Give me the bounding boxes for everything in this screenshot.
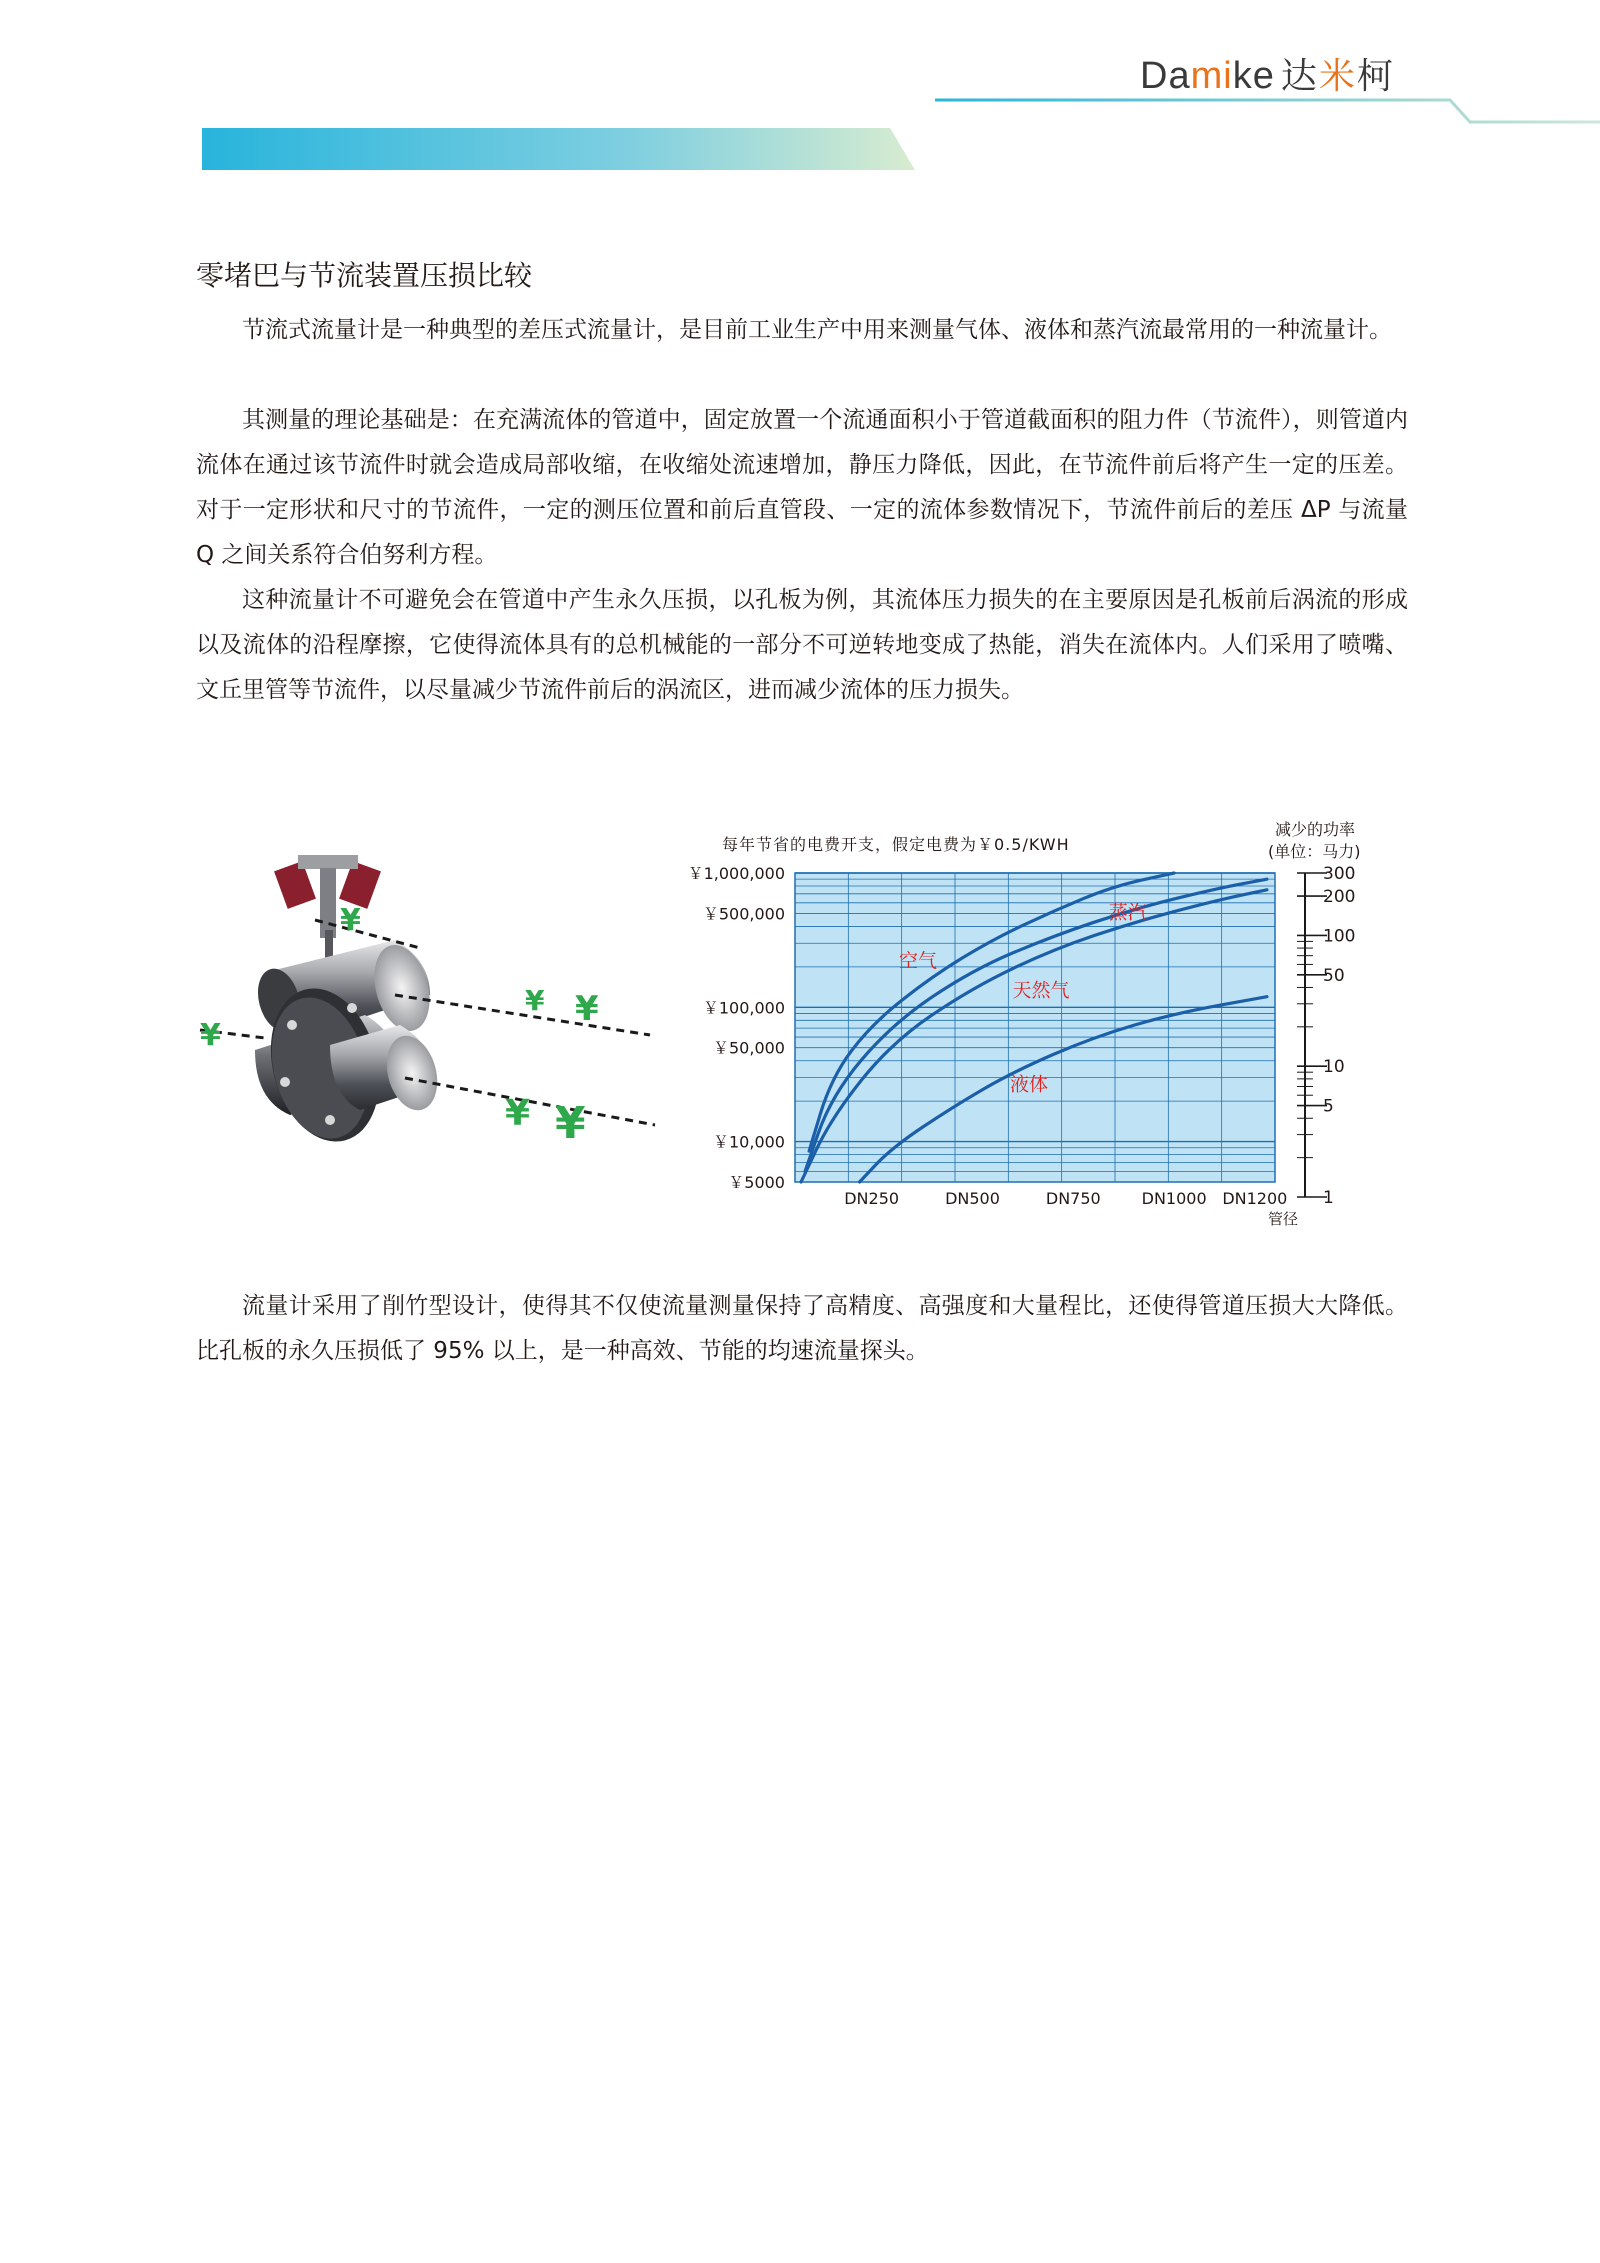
header-rule [935,100,1600,122]
x-tick-label: DN750 [1045,1189,1101,1208]
y-tick-label: ￥50,000 [713,1038,785,1058]
x-tick-label: DN250 [844,1189,900,1208]
right-tick-label: 200 [1323,887,1356,908]
header-gradient-band [202,128,915,170]
paragraph-theory: 其测量的理论基础是：在充满流体的管道中，固定放置一个流通面积小于管道截面积的阻力件（节流件），则管道内流体在通过该节流件时就会造成局部收缩，在收缩处流速增加，静压力降低，因此，在节流件前后将产生一定的压差。对于一定形状和尺寸的节流件，一定的测压位置和前后直管段、一定的流体参数情况下，节流件前后的差压 ΔP 与流量 Q 之间关系符合伯努利方程。 [196,407,1408,568]
svg-text:¥: ¥ [200,1018,221,1053]
paragraph-conclusion: 流量计采用了削竹型设计，使得其不仅使流量测量保持了高精度、高强度和大量程比，还使得管道压损大大降低。比孔板的永久压损低了 95% 以上，是一种高效、节能的均速流量探头。 [196,1293,1408,1364]
y-tick-label: ￥500,000 [702,904,785,924]
y-tick-label: ￥1,000,000 [687,864,785,883]
x-tick-label: DN1000 [1141,1189,1207,1208]
energy-saving-chart [650,805,1430,1235]
right-tick-label: 10 [1323,1057,1345,1078]
svg-text:¥: ¥ [575,989,599,1029]
right-tick-label: 1 [1323,1188,1334,1208]
right-axis-title-line1: 减少的功率 [1275,820,1356,839]
y-tick-label: ￥10,000 [713,1132,785,1152]
brand-chinese: 达米柯 [1280,56,1395,97]
right-tick-label: 5 [1323,1096,1334,1117]
paragraph-intro: 节流式流量计是一种典型的差压式流量计，是目前工业生产中用来测量气体、液体和蒸汽流最常用的一种流量计。 [242,317,1392,343]
right-tick-label: 100 [1323,926,1356,947]
x-tick-label: DN1200 [1222,1189,1288,1208]
svg-text:¥: ¥ [340,903,361,938]
section-title: 零堵巴与节流装置压损比较 [196,259,533,292]
chart-title: 每年节省的电费开支，假定电费为￥0.5/KWH [722,835,1070,854]
paragraph-pressure-loss: 这种流量计不可避免会在管道中产生永久压损，以孔板为例，其流体压力损失的在主要原因是孔板前后涡流的形成以及流体的沿程摩擦，它使得流体具有的总机械能的一部分不可逆转地变成了热能，消失在流体内。人们采用了喷嘴、文丘里管等节流件，以尽量减少节流件前后的涡流区，进而减少流体的压力损失。 [196,587,1408,703]
x-axis-label: 管径 [1267,1210,1299,1228]
y-tick-label: ￥5000 [728,1173,785,1192]
x-tick-label: DN500 [945,1189,1000,1208]
right-axis-title-line2: (单位：马力) [1268,842,1361,861]
header-band-wrap [0,120,1000,180]
svg-text:¥: ¥ [505,1093,531,1134]
y-tick-label: ￥100,000 [702,998,785,1018]
pipe-flow-comparison-icon [180,820,670,1200]
series-label: 空气 [899,949,938,972]
series-label: 液体 [1009,1073,1048,1096]
svg-text:¥: ¥ [555,1098,586,1149]
brand-logo [1140,48,1395,98]
right-tick-label: 50 [1323,965,1345,986]
series-label: 天然气 [1012,979,1070,1002]
brand-latin: Damike [1140,55,1275,97]
svg-text:¥: ¥ [525,984,545,1017]
right-tick-label: 300 [1323,864,1356,884]
series-label: 蒸汽 [1108,901,1147,924]
